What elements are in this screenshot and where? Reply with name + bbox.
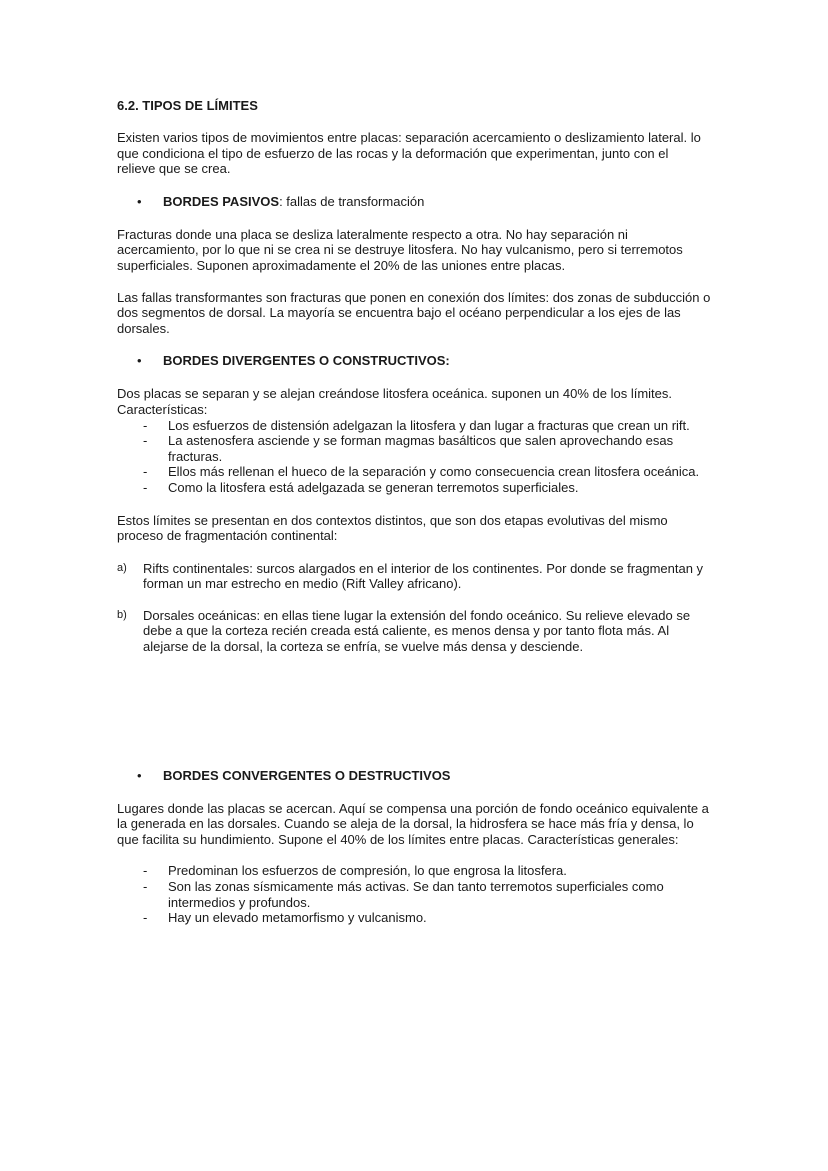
section-title: 6.2. TIPOS DE LÍMITES (117, 98, 258, 113)
list-item-text: Dorsales oceánicas: en ellas tiene lugar la extensión del fondo oceánico. Su relieve elevado se debe a que la corteza recién creada está caliente, es menos densa y por tanto flota más. Al alejarse de la dorsal, la corteza se enfría, se vuelve más densa y desciende. (143, 607, 691, 655)
bullet-icon: • (137, 193, 142, 209)
list-item-text: Predominan los esfuerzos de compresión, lo que engrosa la litosfera. (168, 863, 567, 879)
dash-marker: - (143, 417, 148, 433)
list-item (117, 561, 717, 592)
pasivos-heading-suffix: : fallas de transformación (279, 193, 425, 209)
divergentes-intro: Dos placas se separan y se alejan creándose litosfera oceánica. suponen un 40% de los límites. (117, 386, 672, 402)
list-item (117, 464, 717, 480)
list-item-text: Ellos más rellenan el hueco de la separación y como consecuencia crean litosfera oceánica. (168, 464, 700, 480)
document-page (117, 98, 717, 926)
list-item (117, 418, 717, 434)
list-item (117, 608, 717, 655)
dash-marker: - (143, 910, 148, 926)
list-item-text: Como la litosfera está adelgazada se generan terremotos superficiales. (168, 479, 579, 495)
list-item-text: Rifts continentales: surcos alargados en el interior de los continentes. Por donde se fragmentan y forman un mar estrecho en medio (Rift Valley africano). (143, 560, 704, 592)
bullet-icon: • (137, 767, 142, 783)
dash-marker: - (143, 464, 148, 480)
dash-marker: - (143, 863, 148, 879)
list-item (117, 433, 717, 464)
divergentes-list (117, 418, 717, 496)
pasivos-heading-text: BORDES PASIVOS (163, 193, 280, 209)
divergentes-heading (117, 353, 717, 369)
list-item (117, 480, 717, 496)
list-item-text: La astenosfera asciende y se forman magmas basálticos que salen aprovechando esas fracturas. (168, 433, 674, 464)
convergentes-list (117, 863, 717, 925)
pasivos-heading (117, 194, 717, 210)
bullet-icon: • (137, 353, 142, 369)
dash-marker: - (143, 879, 148, 895)
intro-paragraph: Existen varios tipos de movimientos entre placas: separación acercamiento o deslizamiento lateral. lo que condiciona el tipo de esfuerzo de las rocas y la deformación que experimentan, junto con el relieve que se crea. (117, 130, 701, 177)
pasivos-paragraph-1: Fracturas donde una placa se desliza lateralmente respecto a otra. No hay separación ni acercamiento, por lo que ni se crea ni se destruye litosfera. No hay vulcanismo, pero si terremotos superficiales. Suponen aproximadamente el 20% de las uniones entre placas. (117, 226, 683, 273)
convergentes-intro: Lugares donde las placas se acercan. Aquí se compensa una porción de fondo oceánico equivalente a la generada en las dorsales. Cuando se aleja de la dorsal, la hidrosfera se hace más fría y densa, lo que facilita su hundimiento. Supone el 40% de los límites entre placas. Características generales: (117, 800, 709, 847)
list-item (117, 910, 717, 926)
list-item (117, 863, 717, 879)
convergentes-heading-text: BORDES CONVERGENTES O DESTRUCTIVOS (163, 767, 451, 783)
list-marker: a) (117, 561, 127, 574)
pasivos-paragraph-2: Las fallas transformantes son fracturas que ponen en conexión dos límites: dos zonas de subducción o dos segmentos de dorsal. La mayoría se encuentra bajo el océano perpendicular a los ejes de las dorsales. (117, 289, 711, 336)
dash-marker: - (143, 433, 148, 449)
contextos-list (117, 561, 717, 655)
list-item (117, 879, 717, 910)
list-item-text: Hay un elevado metamorfismo y vulcanismo. (168, 910, 427, 926)
list-item-text: Los esfuerzos de distensión adelgazan la litosfera y dan lugar a fracturas que crean un rift. (168, 417, 690, 433)
contextos-paragraph: Estos límites se presentan en dos contextos distintos, que son dos etapas evolutivas del mismo proceso de fragmentación continental: (117, 512, 668, 544)
list-marker: b) (117, 608, 127, 621)
list-item-text: Son las zonas sísmicamente más activas. Se dan tanto terremotos superficiales como intermedios y profundos. (168, 879, 664, 910)
divergentes-caracteristicas-label: Características: (117, 401, 208, 417)
divergentes-heading-text: BORDES DIVERGENTES O CONSTRUCTIVOS: (163, 353, 450, 369)
convergentes-heading (117, 768, 717, 784)
dash-marker: - (143, 479, 148, 495)
